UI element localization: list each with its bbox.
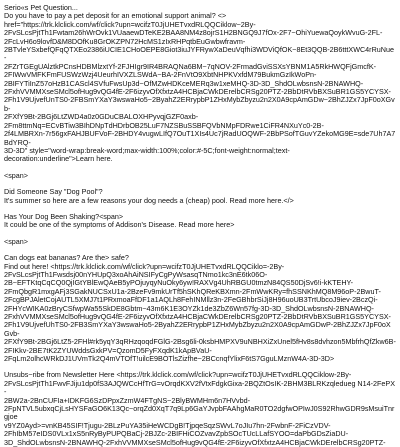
text-line: 2B~EFTKtqCqCQ0QjIGtYBlEwQAeB5yPOjuyqyNuOky6yw!RAXVg4UhRBGU0tmzN84QS50DjSv6!i-kKTEHY-: [4, 278, 354, 288]
blank-line: [4, 164, 396, 172]
text-line: 2FhIbM57eIDS0VLx1xS5nRyByPUPQBaCj-2BJZc-2BIFHiCOZvavZpbSOcTUcLLafSYOO=daPbGDsZiaDU-: [4, 429, 349, 439]
text-line: It could be one of the symptoms of Addison's Disease. Read more here>: [4, 220, 235, 230]
text-line: 2FcLvH6o9lovfD&M8DOfKu8GrOKZPN72HcMS1zIxRHPqtbEuGwbwfravm-: [4, 36, 246, 46]
text-line: 2FpNTVL5ubxqCjLsHYSFaGO6K13Qc~orqZd0XqT7q9Lp6GaYJvpbFAAhgMaR0TO2dgfwOPIwJ0S92RhwGDR9sMsuiTnrgjoe: [4, 404, 395, 422]
text-line: <span>: [4, 236, 28, 246]
text-line: decoration:underline">Learn here.: [4, 154, 113, 164]
text-line: <span>: [4, 170, 28, 180]
text-line: 2FqLm2olhcWRkDJ1UVmTk2Q4mVTOfT!uilcE9BOTlsZizfhe~2BCcnqfYlixF6tS7GguLMznW4A-3D-3D>: [4, 354, 335, 364]
text-line: 2Fh1V9UjvefUhTS0-2FB3SmYXaY3wswaHo5-2ByahZ2ERrypbP1ZHxMybZbyzu2n2X0A9cpAmGDwP-2BhZJZx7JpF0oXGvb-: [4, 320, 391, 338]
text-line: v9YZ0Ayd>=vnKB45SIF!Tjugu-2BLzPuYA35iHeWCDgB!TjpqeSqzSWvL7oJIu7hn-2FwbnF-2FiCzVDV-: [4, 420, 331, 430]
text-line: 3D_ShdOLwbsnsN-2BNAWHQ-2FxhVVMMXseSMcl5ofHug9vQG4fE-2F6izyvOfXfxtzA4HCBjaCWkDErelbCRSg20PTZ-: [4, 437, 386, 447]
text-line: 2FZrTGEgUAlztkPCnsHDBMlzxtYf-2FJHIgr9IR4BRAQNa6BM~7qNOV-2FrmadGviSSXsYBNM1A5RkHWQFjGmcfK-: [4, 61, 377, 71]
text-line: 2Fm8ttmNq=ECvBTiw3BIhDNpTdHDrbOB25LuF7NZSBuSSBFQVbNMpFDRwe1CiFR4NXuYc0-2B-: [4, 120, 324, 130]
text-line: Did Someone Say "Dog Pool"?: [4, 187, 103, 197]
text-line: 2FHYcWIKA0zBryCSfwpWa55SkDE8Gbtm~43m6K1E3OYZk1de3ZbZ6Wn57fg-3D-3D_ShdOLwbsnsN-2BNAWHQ-: [4, 303, 374, 313]
text-line: 2FIKkv-2BE7tK2ZYUWddsGxkPV=QzomD5FyFXqdK1kApBVaU-: [4, 345, 212, 355]
text-line: 2BTvleYSxbefQFqQTXEo2386iUCIE1CHoOEPE8Giot3iuJYFRywXaDeuVqfhi3WDViQfOK~8Et3QQB-2B6tttXWC4rRuNue-: [4, 45, 394, 63]
text-line: 2FvSLcsPjtTh1FwvFJiju1dp0fS3AJQWCcHfTrG=vOrqdKXV2fVtxFdgkGixa-2BQZtOsIK-2BHM3BLRKzqledueg N14-2FePX-: [4, 378, 395, 397]
text-line: href="https://trk.klclick.com/wf/click?upn=wcifzT0JjUHETvxdRLQQCiklow~2By-: [4, 19, 256, 29]
text-line: Find out here! <https://trk.klclick.com/wf/click?upn=wcifzT0JjUHETvxdRLQQCiklo=-2By-: [4, 261, 285, 271]
blank-line: [4, 230, 396, 238]
text-line: 2FXfY9Bt-2BGj6LtZ5-2FHl#rk5yqY3qRHzqoqdFGlG-2Bsg6li-0ksbHMPXV9uNBHXiZxUnel5fHv8s8dvhzon5MbfrhQfZkw6B-: [4, 337, 396, 347]
text-line: 2FxhVVMMXseSMcl5ofHug9vQG4fE-2F6izyvOfXfxtzA4HCBjaCWkDErelbCRSg20PTZ-2BbDtRVbBXSuBR1GS5YCYSX-: [4, 312, 391, 321]
text-line: 3D-3D" style="word-wrap:break-word;max-width:100%;color:#-5C;font-weight:normal;text-: [4, 145, 290, 155]
text-line: 2FcgBPJAletCojAUTL5XMJ7t1PRxmoaFfDF1a1AQLh8FehINMllz3n-2FeGBhbrSiJj8H96uoUB3TrtUbcoJ9iev-2BczQi-: [4, 295, 378, 305]
text-line: Unsubs~ribe from Newsletter Here <https://trk.klclick.com/wf/click?upn=wcifzT0JjUHETvxdRLQQCiklow-2By-: [4, 370, 352, 380]
text-line: 2FvSLcsPjtTh1Fwsdsj00nYHUpQ3xoAhAiNSIFyCgPyWsasqTNmo1kc3nE6tk06O-: [4, 269, 268, 279]
text-line: Do you have to pay a pet deposit for an emotional support animal? <>: [4, 11, 227, 21]
text-line: 2FxhVVMMXseSMcl5ofHug9vQG4fE-2F6izyvOfXfxtzA4HCBjaCWkDErelbCRSg20PTZ-2BbDtRVbBXSuBR1GS5YCYSX-: [4, 87, 391, 97]
text-line: 2BIFYTiInZ57oHzB1CAScl4SVfuFwsUp3d~OfMZwHDKceMERq3w1xeMHQ-3D-3D_ShdOLwbsnsN-2BNAWHQ-: [4, 78, 364, 88]
text-line: Has Your Dog Been Shaking?<span>: [4, 211, 124, 221]
text-line: 2BW2a-2BnCUFIa+IDKFG6SzDPpxZzmW4FTgNS~2BlyBWMHm6n7HVvbd-: [4, 395, 251, 405]
text-line: 2FIWwVMFKFmFUSWzWzj4UeurhIVXZLSWdA~BA-2FnVtO9XbtNHPKVxfdM79BukmGzIkWoPn-: [4, 70, 317, 80]
text-line: 2f4LMBRXn-7r56gxFAHJBUFVoF-2BHDY4vugwLIfQ7OuT1XIs4Uc7jRadUOQWF-2BbPSofTGuvYZekoMG9E=sde7Uh7A7BdYRQ-: [4, 129, 396, 147]
text-line: Serio«s Pet Question...: [4, 3, 78, 12]
text-line: It's summer so here are a few reasons your dog needs a (cheap) pool. Read more here.</>: [4, 195, 294, 205]
text-line: 2Fh1V9UjvefUnTS0-2FBSmYXaY3wswaHo5~2ByahZ2ERrypbP1ZHxMybZbyzu2n2X0A9cpAmGDw~2BhZJZx7JpF0oXGvb-: [4, 95, 395, 113]
text-line: Can dogs eat bananas? Are the> safe?: [4, 253, 129, 263]
text-line: 2FXfY9Bt-2BGj6LtZWD4a0z0GDuCBALOXHPyvqjGZF0axb-: [4, 112, 199, 122]
text-line: 2FvSLcsPjtTh1Fwtam26hWrOvk1VUaaewDTeKE2BAA8NM4z8ojrS1H2BNGQ9J7fOx-2F7~OhiYuewaQoykWvuG-2FL-: [4, 28, 383, 38]
text-line: 2FmQbgR1mxgAFj3SGakNUCSxU1a-2BzeFv9mkUrTf5hSKhQReKBXmn-2FmWwKRy=fhSSNKhMQ8M96oP-2BwuT-: [4, 286, 381, 296]
